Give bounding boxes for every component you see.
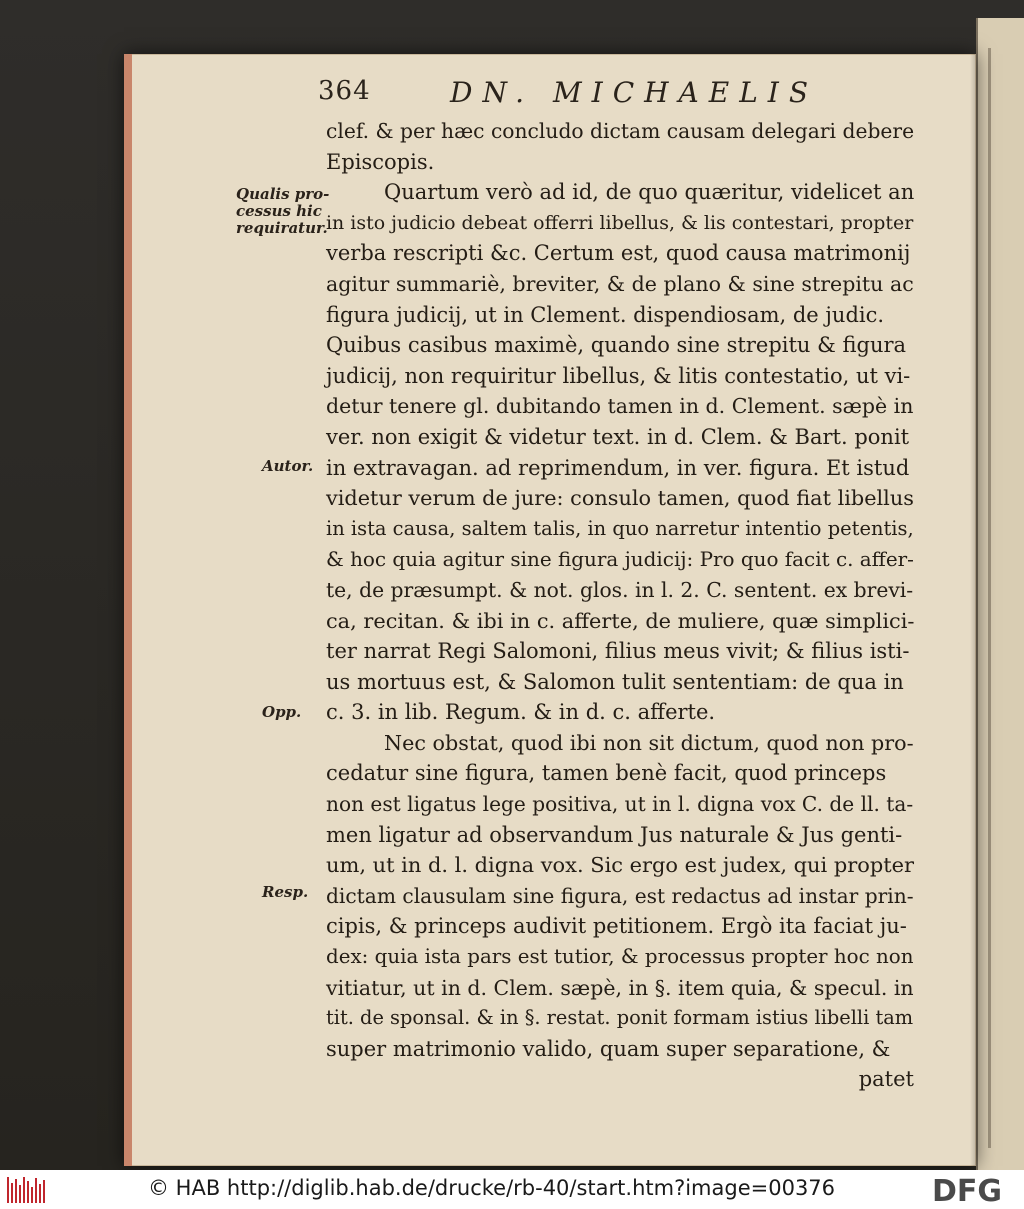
text-line: ter narrat Regi Salomoni, filius meus vivit; & filius isti- [326, 639, 910, 664]
text-line: clef. & per hæc concludo dictam causam delegari debere [326, 119, 915, 143]
viewer-footer [0, 1170, 1024, 1209]
text-line: Quartum verò ad id, de quo quæritur, videlicet an [384, 180, 915, 205]
svg-text:DFG: DFG [932, 1174, 1003, 1207]
note-line: requiratur. [236, 219, 328, 237]
text-line: cipis, & princeps audivit petitionem. Ergò ita faciat ju- [326, 914, 907, 939]
note-line: cessus hic [236, 202, 322, 220]
note-line: Qualis pro- [236, 185, 330, 203]
text-line: in extravagan. ad reprimendum, in ver. figura. Et istud [326, 455, 910, 480]
text-line: ca, recitan. & ibi in c. afferte, de muliere, quæ simplici- [326, 608, 915, 633]
text-line: in isto judicio debeat offerri libellus, & lis contestari, propter [326, 211, 914, 234]
text-line: dex: quia ista pars est tutior, & processus propter hoc non [326, 945, 914, 969]
text-line: c. 3. in lib. Regum. & in d. c. afferte. [326, 700, 716, 725]
page-header [318, 76, 898, 116]
text-line: patet [858, 1067, 914, 1092]
page-body-text [326, 116, 914, 1095]
note-line: Opp. [262, 703, 302, 721]
text-line: vitiatur, ut in d. Clem. sæpè, in §. item quia, & specul. in [326, 975, 914, 1000]
note-line: Autor. [262, 457, 314, 475]
adjacent-page-edge [976, 18, 1024, 1170]
page-number: 364 [318, 76, 371, 106]
text-line: in ista causa, saltem talis, in quo narretur intentio petentis, [326, 516, 914, 540]
text-line: ver. non exigit & videtur text. in d. Clem. & Bart. ponit [326, 424, 910, 449]
text-line: us mortuus est, & Salomon tulit sententiam: de qua in [326, 669, 904, 694]
text-line: detur tenere gl. dubitando tamen in d. Clement. sæpè in [326, 394, 914, 419]
text-line: judicij, non requiritur libellus, & litis contestatio, ut vi- [326, 363, 911, 388]
note-line: Resp. [262, 883, 309, 901]
text-line: cedatur sine figura, tamen benè facit, quod princeps [326, 761, 887, 786]
text-line: men ligatur ad observandum Jus naturale & Jus genti- [326, 822, 903, 847]
text-line: super matrimonio valido, quam super separatione, & [326, 1036, 891, 1061]
text-line: Episcopis. [326, 149, 435, 174]
marginal-note-procedure [236, 186, 329, 237]
text-line: um, ut in d. l. digna vox. Sic ergo est judex, qui propter [326, 853, 915, 878]
marginal-note-opposition [262, 704, 301, 721]
text-line: dictam clausulam sine figura, est redactus ad instar prin- [326, 883, 914, 908]
text-line: verba rescripti &c. Certum est, quod causa matrimonij [326, 241, 911, 266]
marginal-note-author [262, 458, 313, 475]
marginal-note-response [262, 884, 308, 901]
copyright-url: © HAB http://diglib.hab.de/drucke/rb-40/start.htm?image=00376 [148, 1176, 836, 1200]
text-line: Nec obstat, quod ibi non sit dictum, quod non pro- [384, 730, 914, 755]
text-line: & hoc quia agitur sine figura judicij: Pro quo facit c. affer- [326, 547, 914, 572]
hab-logo-icon [6, 1175, 48, 1205]
text-line: te, de præsumpt. & not. glos. in l. 2. C. sentent. ex brevi- [326, 577, 914, 602]
running-head: DN. MICHAELIS [450, 76, 819, 109]
text-line: tit. de sponsal. & in §. restat. ponit formam istius libelli tam [326, 1006, 914, 1030]
text-line: videtur verum de jure: consulo tamen, quod fiat libellus [326, 486, 914, 511]
text-line: non est ligatus lege positiva, ut in l. digna vox C. de ll. ta- [326, 792, 914, 817]
text-line: agitur summariè, breviter, & de plano & sine strepitu ac [326, 271, 914, 296]
text-line: figura judicij, ut in Clement. dispendiosam, de judic. [326, 302, 885, 327]
text-line: Quibus casibus maximè, quando sine strepitu & figura [326, 333, 907, 358]
dfg-logo-icon [930, 1173, 1020, 1207]
